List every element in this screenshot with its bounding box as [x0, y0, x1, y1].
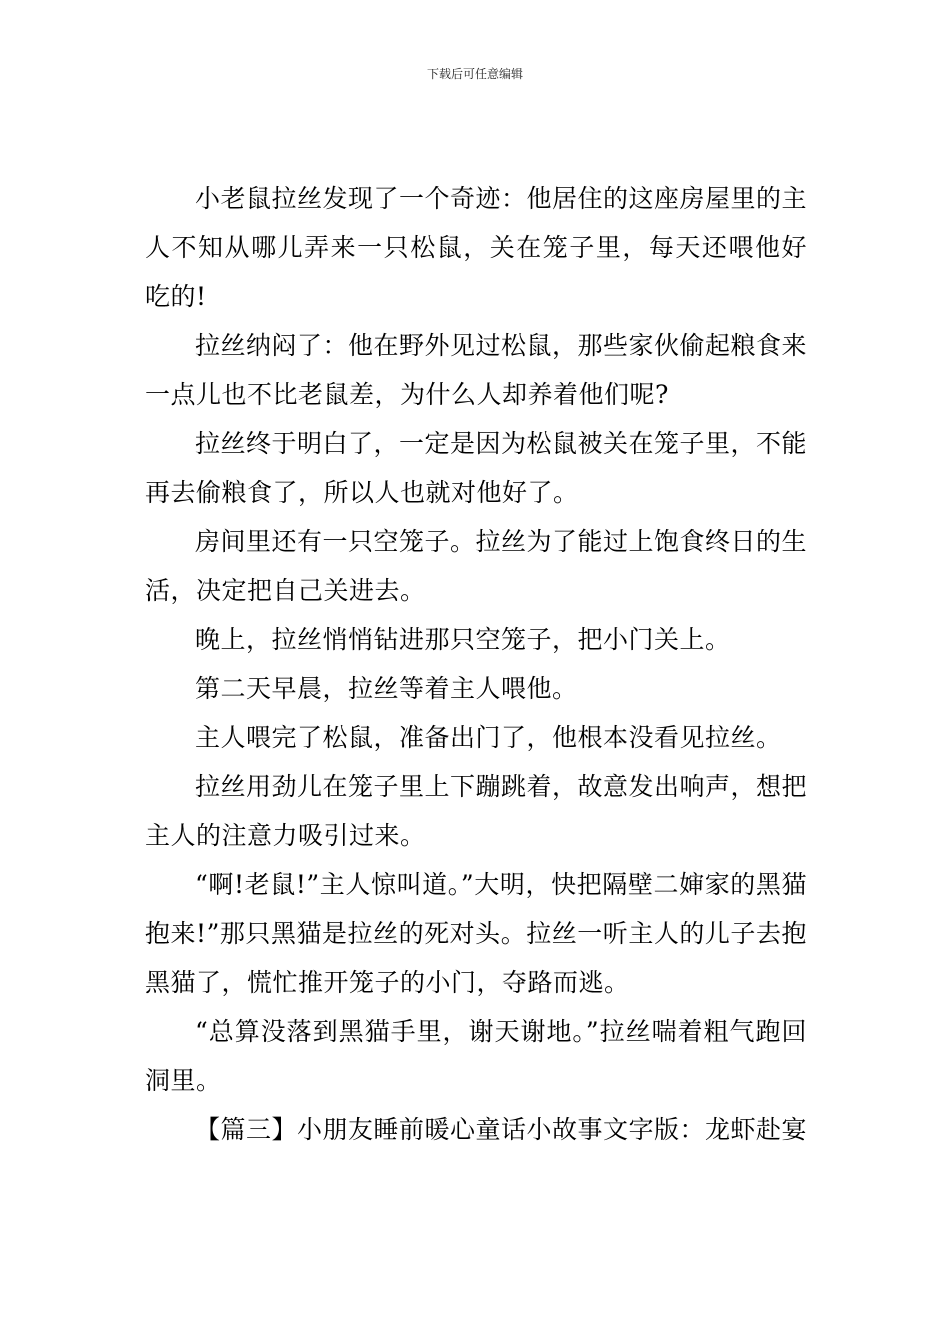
- section-heading: 【篇三】小朋友睡前暖心童话小故事文字版：龙虾赴宴: [195, 1115, 808, 1144]
- paragraph: 小老鼠拉丝发现了一个奇迹：他居住的这座房屋里的主人不知从哪儿弄来一只松鼠，关在笼子里，每天还喂他好吃的!: [145, 184, 808, 311]
- paragraph: 主人喂完了松鼠，准备出门了，他根本没看见拉丝。: [195, 723, 782, 752]
- paragraph: 晚上，拉丝悄悄钻进那只空笼子，把小门关上。: [195, 625, 731, 654]
- paragraph: 拉丝终于明白了，一定是因为松鼠被关在笼子里，不能再去偷粮食了，所以人也就对他好了。: [145, 429, 808, 507]
- paragraph: 房间里还有一只空笼子。拉丝为了能过上饱食终日的生活，决定把自己关进去。: [145, 527, 808, 605]
- paragraph: “啊!老鼠!”主人惊叫道。”大明，快把隔壁二婶家的黑猫抱来!”那只黑猫是拉丝的死对头。拉丝一听主人的儿子去抱黑猫了，慌忙推开笼子的小门，夺路而逃。: [145, 870, 807, 997]
- document-body: [145, 174, 807, 1154]
- page-header: 下载后可任意编辑: [426, 67, 523, 81]
- paragraph: 拉丝用劲儿在笼子里上下蹦跳着，故意发出响声，想把主人的注意力吸引过来。: [145, 772, 808, 850]
- paragraph: 拉丝纳闷了：他在野外见过松鼠，那些家伙偷起粮食来一点儿也不比老鼠差，为什么人却养着他们呢?: [145, 331, 808, 409]
- paragraph: 第二天早晨，拉丝等着主人喂他。: [195, 674, 578, 703]
- paragraph: “总算没落到黑猫手里，谢天谢地。”拉丝喘着粗气跑回洞里。: [145, 1017, 807, 1095]
